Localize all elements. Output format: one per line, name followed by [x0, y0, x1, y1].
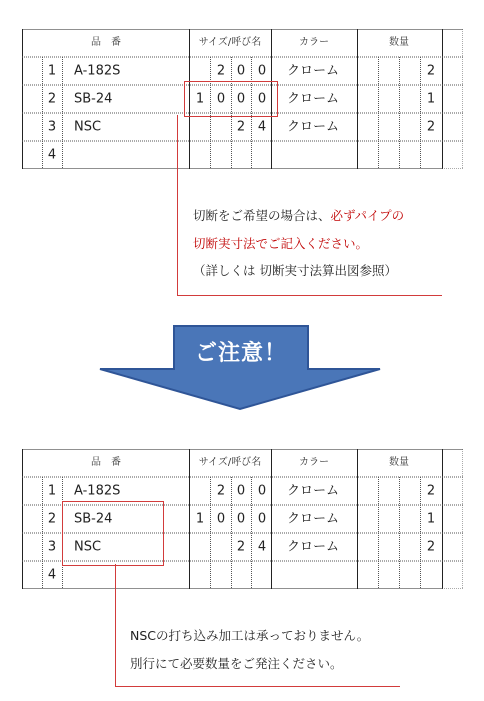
header-size: サイズ/呼び名	[198, 37, 262, 48]
row-part-no: SB-24	[74, 511, 113, 527]
row-color: クローム	[287, 119, 340, 135]
header-part-no: 品 番	[91, 457, 121, 468]
size-digit: 1	[195, 91, 205, 107]
size-digit: 0	[236, 91, 246, 107]
size-digit: 0	[257, 511, 267, 527]
size-digit: 0	[236, 483, 246, 499]
size-digit: 2	[216, 63, 226, 79]
row-color: クローム	[287, 539, 340, 555]
row-part-no: A-182S	[74, 483, 121, 499]
size-digit: 0	[236, 511, 246, 527]
row-qty: 2	[426, 483, 436, 499]
row-color: クローム	[287, 483, 340, 499]
row-number: 3	[47, 539, 57, 555]
highlight-size-row2	[184, 81, 278, 117]
size-digit: 1	[195, 511, 205, 527]
caution-label: ご注意！	[194, 341, 287, 366]
row-qty: 2	[426, 119, 436, 135]
row-color: クローム	[287, 63, 340, 79]
row-color: クローム	[287, 511, 340, 527]
note1-line1	[193, 210, 404, 223]
note1-line2: 切断実寸法でご記入ください。	[193, 236, 369, 251]
note2-line2: 別行にて必要数量をご発注ください。	[130, 656, 343, 671]
row-number: 3	[47, 119, 57, 135]
header-size: サイズ/呼び名	[198, 457, 262, 468]
row-part-no: SB-24	[74, 91, 113, 107]
row-number: 1	[47, 483, 57, 499]
row-qty: 1	[426, 511, 436, 527]
row-number: 2	[47, 511, 57, 527]
header-qty: 数量	[389, 457, 409, 468]
note1-text: 切断をご希望の場合は、	[193, 208, 331, 223]
size-digit: 0	[257, 483, 267, 499]
note2-line1: NSCの打ち込み加工は承っておりません。	[130, 628, 370, 643]
row-color: クローム	[287, 91, 340, 107]
leader-line-2	[115, 686, 400, 687]
row-part-no: A-182S	[74, 63, 121, 79]
size-digit: 2	[236, 539, 246, 555]
row-qty: 1	[426, 91, 436, 107]
size-digit: 0	[257, 91, 267, 107]
size-digit: 0	[216, 511, 226, 527]
leader-line-1	[177, 295, 442, 296]
row-part-no: NSC	[74, 119, 102, 135]
size-digit: 4	[257, 539, 267, 555]
highlight-part-rows	[62, 501, 164, 566]
header-part-no: 品 番	[91, 37, 121, 48]
note1-emphasis: 必ずパイプの	[330, 208, 405, 223]
size-digit: 2	[236, 119, 246, 135]
note1-line3: （詳しくは 切断実寸法算出図参照）	[193, 263, 397, 278]
size-digit: 4	[257, 119, 267, 135]
header-qty: 数量	[389, 37, 409, 48]
row-number: 4	[47, 567, 57, 583]
row-qty: 2	[426, 63, 436, 79]
size-digit: 2	[216, 483, 226, 499]
header-color: カラー	[299, 37, 329, 48]
row-part-no: NSC	[74, 539, 102, 555]
row-number: 2	[47, 91, 57, 107]
leader-line-1	[177, 115, 178, 295]
row-number: 4	[47, 147, 57, 163]
header-color: カラー	[299, 457, 329, 468]
row-number: 1	[47, 63, 57, 79]
size-digit: 0	[257, 63, 267, 79]
leader-line-2	[115, 564, 116, 686]
size-digit: 0	[216, 91, 226, 107]
row-qty: 2	[426, 539, 436, 555]
size-digit: 0	[236, 63, 246, 79]
